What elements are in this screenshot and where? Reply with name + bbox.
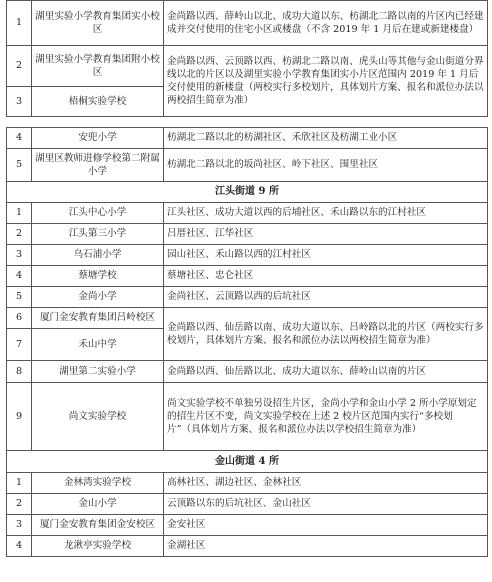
table-row (7, 224, 488, 245)
table-row (7, 128, 488, 149)
row-number: 1 (7, 203, 32, 224)
section-title-jinshan: 金山街道 4 所 (7, 451, 488, 473)
enrollment-area: 金尚路以西、仙岳路以北、成功大道以东、薛岭山以南的片区 (164, 361, 488, 383)
school-name: 乌石浦小学 (32, 245, 164, 266)
enrollment-area: 江头社区、成功大道以西的后埔社区、禾山路以东的江村社区 (164, 203, 488, 224)
school-name: 尚文实验学校 (32, 383, 164, 451)
enrollment-area: 园山社区、禾山路以西的江村社区 (164, 245, 488, 266)
table-row (7, 383, 488, 451)
row-number: 3 (7, 245, 32, 266)
row-number: 2 (7, 46, 32, 87)
row-number: 7 (7, 329, 32, 361)
section-header (7, 182, 488, 203)
enrollment-area: 尚文实验学校不单独另设招生片区，金尚小学和金山小学 2 所小学原划定的招生片区不变，尚文实验学校在上述 2 校片区范围内实行“多校划片”（具体划片方案、报名和派位办法以学校招生简章为准） (164, 383, 488, 451)
row-number: 4 (7, 536, 32, 557)
school-name: 禾山中学 (32, 329, 164, 361)
row-number: 4 (7, 266, 32, 287)
enrollment-area-merged: 金尚路以西、云顶路以西、枋湖北二路以南、虎头山等其他与金山街道分界线以北的片区以及湖里实验小学教育集团实小片区范围内 2019 年 1 月后交付使用的新楼盘（两校实行多校划片，具体划片方案、报名和派位办法以两校招生简章为准） (164, 46, 488, 117)
school-name: 厦门金安教育集团吕岭校区 (32, 308, 164, 329)
row-number: 3 (7, 515, 32, 536)
school-name: 蔡塘学校 (32, 266, 164, 287)
row-number: 1 (7, 473, 32, 494)
school-table-main (6, 127, 488, 557)
table-row (7, 515, 488, 536)
table-row (7, 473, 488, 494)
school-name: 江头第三小学 (32, 224, 164, 245)
school-name: 金林湾实验学校 (32, 473, 164, 494)
table-row (7, 536, 488, 557)
school-name: 江头中心小学 (32, 203, 164, 224)
row-number: 1 (7, 1, 32, 46)
row-number: 5 (7, 149, 32, 182)
table-row (7, 203, 488, 224)
school-table-top (6, 0, 488, 117)
enrollment-area: 云顶路以东的后坑社区、金山社区 (164, 494, 488, 515)
enrollment-area: 金安社区 (164, 515, 488, 536)
school-name: 安兜小学 (32, 128, 164, 149)
table-row (7, 245, 488, 266)
table-row (7, 361, 488, 383)
enrollment-area: 金尚社区、云顶路以西的后坑社区 (164, 287, 488, 308)
row-number: 2 (7, 224, 32, 245)
enrollment-area: 枋湖北二路以北的枋湖社区、禾欣社区及枋湖工业小区 (164, 128, 488, 149)
enrollment-area: 金湖社区 (164, 536, 488, 557)
school-name: 湖里第二实验小学 (32, 361, 164, 383)
school-name: 龙湫亭实验学校 (32, 536, 164, 557)
school-name: 湖里实验小学教育集团附小校区 (32, 46, 164, 87)
table-row (7, 266, 488, 287)
section-header (7, 451, 488, 473)
row-number: 8 (7, 361, 32, 383)
table-row (7, 149, 488, 182)
table-row (7, 287, 488, 308)
enrollment-area: 吕厝社区、江华社区 (164, 224, 488, 245)
row-number: 6 (7, 308, 32, 329)
school-name: 梧桐实验学校 (32, 87, 164, 117)
row-number: 4 (7, 128, 32, 149)
table-row (7, 46, 488, 87)
table-row (7, 1, 488, 46)
row-number: 3 (7, 87, 32, 117)
enrollment-area: 高林社区、湖边社区、金林社区 (164, 473, 488, 494)
enrollment-area-merged: 金尚路以西、仙岳路以南、成功大道以东、吕岭路以北的片区（两校实行多校划片，具体划片方案、报名和派位办法以两校招生简章为准） (164, 308, 488, 361)
row-number: 9 (7, 383, 32, 451)
enrollment-area: 金尚路以西、薛岭山以北、成功大道以东、枋湖北二路以南的片区内已经建成并交付使用的住宅小区或楼盘（不含 2019 年 1 月后在建或新建楼盘） (164, 1, 488, 46)
table-row (7, 308, 488, 329)
row-number: 5 (7, 287, 32, 308)
table-row (7, 494, 488, 515)
school-name: 厦门金安教育集团金安校区 (32, 515, 164, 536)
section-title-jiangtou: 江头街道 9 所 (7, 182, 488, 203)
enrollment-area: 蔡塘社区、忠仑社区 (164, 266, 488, 287)
school-name: 湖里区教师进修学校第二附属小学 (32, 149, 164, 182)
row-number: 2 (7, 494, 32, 515)
enrollment-area: 枋湖北二路以北的坂尚社区、岭下社区、围里社区 (164, 149, 488, 182)
school-name: 金山小学 (32, 494, 164, 515)
school-name: 金尚小学 (32, 287, 164, 308)
school-name: 湖里实验小学教育集团实小校区 (32, 1, 164, 46)
